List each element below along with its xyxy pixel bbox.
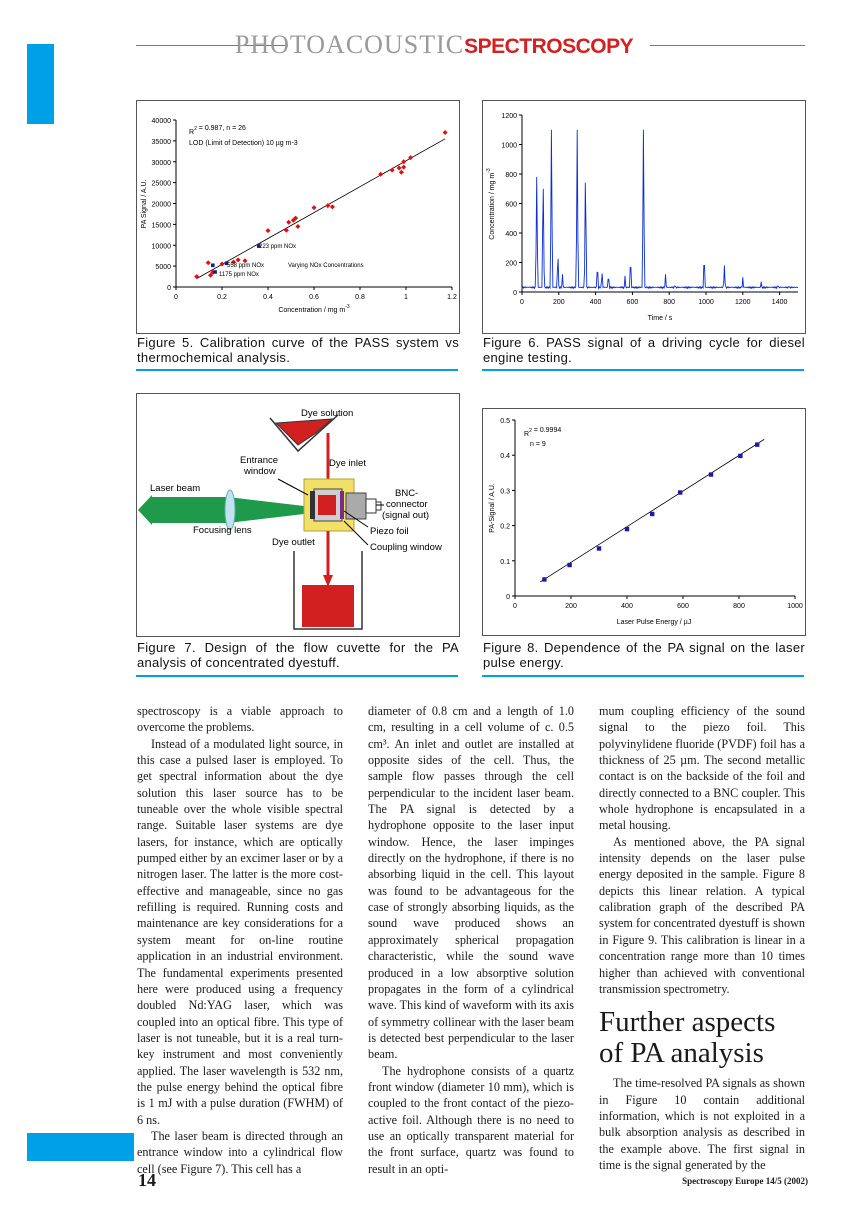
y-tick-label: 1200 — [501, 113, 517, 120]
page-number: 14 — [138, 1170, 156, 1190]
annotation-lod: LOD (Limit of Detection) 10 µg m-3 — [189, 140, 298, 147]
bottom-accent-bar — [27, 1133, 134, 1161]
dye-solution-funnel — [276, 419, 332, 445]
y-tick-label: 600 — [505, 201, 517, 209]
data-point-red — [312, 205, 317, 210]
y-tick-label: 35000 — [151, 138, 171, 146]
label-bnc-3: (signal out) — [382, 510, 429, 521]
figure-8-chart — [482, 408, 806, 636]
figure-5-caption-rule — [136, 369, 458, 371]
fit-line — [540, 439, 764, 582]
paragraph: Instead of a modulated light source, in this case a pulsed laser is employed. To get spectral information about the dye solution this laser source has to be tuneable over the whole visible spectral range. Suitable laser systems are dye lasers, for instance, which are optically pumped either by an excimer laser or by a nitrogen laser. The latter is the more cost-effective and manageable, since no gas refilling is required. Running costs and maintenance are key considerations for a system meant for on-line routine application in an industrial environment. The fundamental experiments presented here were produced using a frequency doubled Nd:YAG laser, which was coupled into an optical fibre. This type of laser is not tuneable, but it is a real turn-key instrument and most conveniently applied. The laser wavelength is 532 nm, the pulse energy behind the optical fibre is 1 mJ with a pulse duration (FWHM) of 6 ns. — [137, 736, 343, 1127]
y-tick-label: 1000 — [501, 142, 517, 150]
figure-7-caption: Figure 7. Design of the flow cuvette for the PA analysis of concentrated dyestuff. — [137, 640, 459, 670]
y-tick-label: 0.4 — [500, 453, 510, 461]
y-tick-label: 200 — [505, 260, 517, 268]
label-bnc-1: BNC- — [395, 488, 419, 499]
paragraph: The laser beam is directed through an entrance window into a cylindrical flow cell (see Figure 7). This cell has a — [137, 1128, 343, 1176]
data-point-red — [443, 130, 448, 135]
paragraph: diameter of 0.8 cm and a length of 1.0 cm, resulting in a cell volume of c. 0.5 cm³. An inlet and outlet are installed at opposite sides of the cell. Thus, the sample flow passes through the cell perpendicular to the incident laser beam. The PA signal is detected by a hydrophone opposite to the laser input window. Hence, the laser impinges directly on the hydrophone, if there is no absorbing liquid in the cell. This layout was found to be advantageous for the case of strongly absorbing liquids, as the sound wave produced shows an approximately spherical propagation characteristic, while the sound wave produced in a low absorptive solution propagates in the form of a cylindrical wave. This kind of waveform with its axis of symmetry collinear with the laser beam is detected best perpendicular to the laser beam. — [368, 704, 574, 1062]
y-tick-label: 400 — [505, 231, 517, 238]
y-tick-label: 0 — [167, 285, 171, 292]
header-title-light: PHOTOACOUSTIC — [234, 30, 465, 59]
label-focusing-lens: Focusing lens — [193, 525, 252, 536]
y-tick-label: 0 — [506, 594, 510, 601]
beaker-liquid — [302, 585, 354, 627]
annotation-1175: 1175 ppm NOx — [219, 272, 259, 278]
data-point-red — [295, 224, 300, 229]
section-heading: Further aspects of PA analysis — [599, 1006, 776, 1070]
signal-line — [522, 130, 798, 288]
data-point — [678, 490, 682, 494]
y-axis-label: PA Signal / A.U. — [141, 179, 148, 229]
data-point — [597, 546, 601, 550]
y-tick-label: 0.1 — [500, 558, 510, 566]
data-point-red — [401, 165, 406, 170]
bnc-tip — [376, 502, 381, 510]
text-column-2 — [368, 703, 574, 1177]
x-tick-label: 1000 — [787, 603, 803, 610]
fit-line — [197, 139, 445, 279]
entrance-window-part — [310, 491, 315, 519]
x-tick-label: 1.2 — [447, 294, 457, 301]
text-column-3 — [599, 703, 805, 1173]
data-point-red — [399, 170, 404, 175]
figure-8-caption: Figure 8. Dependence of the PA signal on the laser pulse energy. — [483, 640, 805, 670]
data-point-red — [390, 168, 395, 173]
label-coupling-window: Coupling window — [370, 542, 442, 553]
annotation-223: 223 ppm NOx — [259, 244, 297, 250]
data-point-red — [266, 228, 271, 233]
x-tick-label: 400 — [621, 603, 633, 610]
y-tick-label: 20000 — [151, 201, 171, 209]
data-point-blue — [211, 263, 215, 267]
bnc-housing — [346, 493, 366, 519]
data-point — [625, 527, 629, 531]
paragraph: spectroscopy is a viable approach to overcome the problems. — [137, 704, 343, 735]
y-tick-label: 30000 — [151, 159, 171, 167]
laser-beam-arrowhead — [138, 495, 152, 525]
header-title-bold: SPECTROSCOPY — [464, 35, 634, 58]
label-entrance-window-1: Entrance — [240, 455, 279, 466]
figure-7-diagram — [136, 393, 460, 637]
figure-6-caption-rule — [482, 369, 804, 371]
x-axis-label: Laser Pulse Energy / µJ — [616, 619, 692, 626]
label-dye-outlet: Dye outlet — [272, 537, 315, 548]
data-point — [709, 472, 713, 476]
data-point-red — [286, 220, 291, 225]
label-bnc-2: connector — [386, 499, 428, 510]
running-header — [0, 30, 868, 62]
x-tick-label: 800 — [733, 603, 745, 610]
label-dye-solution: Dye solution — [301, 408, 354, 419]
focusing-lens — [225, 490, 235, 530]
y-axis-label: Concentration / mg $m^{-3}$ — [486, 168, 496, 240]
cuvette-dye — [318, 495, 336, 515]
x-tick-label: 0 — [174, 294, 178, 301]
journal-citation: Spectroscopy Europe 14/5 (2002) — [682, 1176, 808, 1186]
paragraph: The time-resolved PA signals as shown in Figure 10 contain additional information, which is not exploited in a bulk absorption analysis as described in the example above. The first signal in time is the signal generated by the — [599, 1076, 805, 1172]
x-axis-label: Concentration / mg $m^{-3}$ — [278, 304, 350, 314]
annotation-varying: Varying NOx Concentrations — [288, 263, 364, 269]
data-point-red — [194, 274, 199, 279]
piezo-foil-part — [340, 491, 344, 519]
paragraph: The hydrophone consists of a quartz front window (diameter 10 mm), which is coupled to the front contact of the piezo-active foil. Although there is no need to use an optically transparent material for the front surface, quartz was found to result in an opti- — [368, 1063, 574, 1176]
x-tick-label: 0 — [520, 299, 524, 306]
label-dye-inlet: Dye inlet — [329, 458, 366, 469]
x-tick-label: 1 — [404, 294, 408, 301]
annotation-n: n = 9 — [530, 441, 546, 448]
x-tick-label: 600 — [626, 299, 639, 306]
x-tick-label: 0 — [513, 603, 517, 610]
data-point — [738, 454, 742, 458]
y-tick-label: 25000 — [151, 180, 171, 188]
x-tick-label: 0.4 — [263, 294, 273, 301]
paragraph: mum coupling efficiency of the sound signal to the piezo foil. This polyvinylidene fluoride (PVDF) foil has a thickness of 25 µm. The second metallic contact is on the backside of the foil and directly connected to a BNC coupler. This whole hydrophone is encapsulated in a metal housing. — [599, 704, 805, 833]
figure-6-caption: Figure 6. PASS signal of a driving cycle for diesel engine testing. — [483, 335, 805, 365]
x-axis-label: Time / s — [647, 315, 673, 322]
x-tick-label: 0.8 — [355, 294, 365, 301]
data-point-red — [330, 204, 335, 209]
figure-8-caption-rule — [482, 675, 804, 677]
x-tick-label: 800 — [663, 299, 676, 306]
y-tick-label: 0.2 — [500, 523, 510, 531]
data-point-red — [206, 260, 211, 265]
y-tick-label: 800 — [505, 172, 517, 179]
data-point-red — [284, 228, 289, 233]
data-point — [542, 577, 546, 581]
annotation-r2: $R^2 = 0.9994$ — [524, 427, 562, 438]
x-tick-label: 0.6 — [309, 294, 319, 301]
data-point — [650, 512, 654, 516]
label-entrance-window-2: window — [244, 466, 276, 477]
bnc-connector-part — [366, 499, 376, 513]
figure-6-chart — [482, 100, 806, 334]
text-column-1 — [137, 703, 343, 1177]
label-laser-beam: Laser beam — [150, 483, 201, 494]
x-tick-label: 600 — [677, 603, 689, 610]
y-tick-label: 0 — [513, 290, 517, 297]
data-point-red — [236, 257, 241, 262]
y-tick-label: 15000 — [151, 222, 171, 230]
figure-7-caption-rule — [136, 675, 458, 677]
x-tick-label: 400 — [589, 299, 602, 306]
y-axis-label: PA-Signal / A.U. — [489, 483, 496, 533]
y-tick-label: 0.3 — [500, 488, 510, 496]
paragraph: As mentioned above, the PA signal intensity depends on the laser pulse energy deposited in the sample. Figure 8 depicts this linear relation. A typical calibration graph of the described PA system for concentrated dyestuff is shown in Figure 9. This calibration is linear in a concentration range more than 10 times higher than achieved with conventional transmission spectrometry. — [599, 834, 805, 996]
figure-5-chart — [136, 100, 460, 334]
y-tick-label: 0.5 — [500, 418, 510, 425]
label-piezo-foil: Piezo foil — [370, 526, 409, 537]
y-tick-label: 40000 — [151, 118, 171, 125]
data-point-blue — [213, 270, 217, 274]
figure-5-caption: Figure 5. Calibration curve of the PASS system vs thermochemical analysis. — [137, 335, 459, 365]
data-point — [567, 563, 571, 567]
data-point-red — [397, 166, 402, 171]
y-tick-label: 10000 — [151, 243, 171, 251]
x-tick-label: 1400 — [771, 299, 788, 306]
x-tick-label: 200 — [552, 299, 565, 306]
annotation-558: 558 ppm NOx — [227, 263, 265, 269]
data-point — [755, 442, 759, 446]
x-tick-label: 1000 — [698, 299, 714, 306]
x-tick-label: 1200 — [735, 299, 751, 306]
annotation-r2: $R^2 = 0.987$, n = 26 — [189, 125, 246, 136]
x-tick-label: 200 — [565, 603, 577, 610]
x-tick-label: 0.2 — [217, 294, 227, 301]
y-tick-label: 5000 — [155, 264, 171, 272]
